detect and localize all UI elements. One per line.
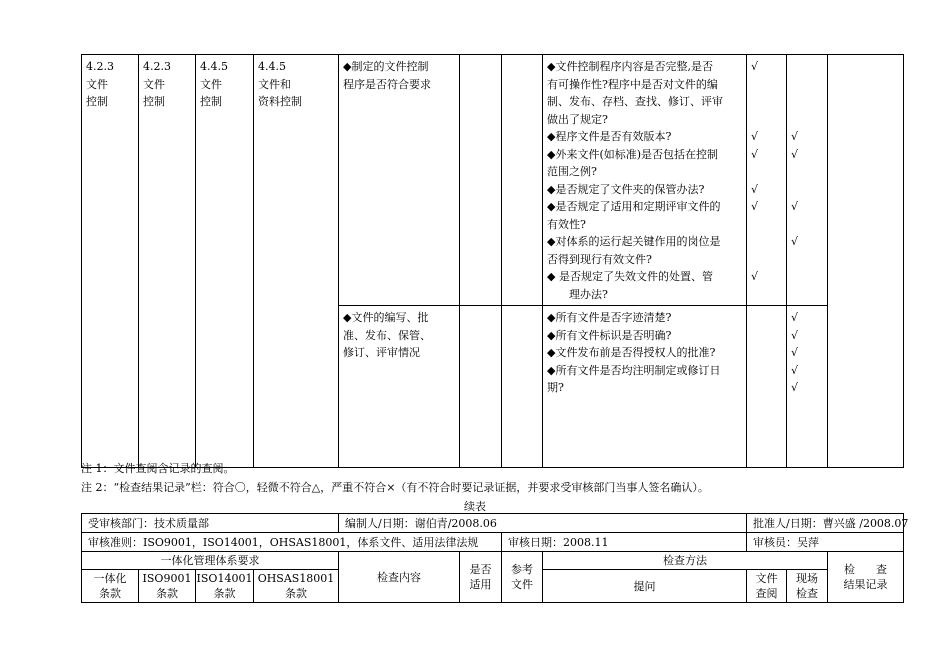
editor-date: 编制人/日期：谢伯青/2008.06	[339, 514, 747, 533]
integrated-clause-cell: 4.2.3 文件 控制	[82, 55, 139, 468]
check-mark: √	[751, 147, 759, 161]
check-mark: √	[751, 182, 759, 196]
check-content-cell: ◆制定的文件控制 程序是否符合要求	[339, 55, 460, 306]
audit-checklist-table	[81, 54, 904, 468]
audit-criteria: 审核准则：ISO9001，ISO14001，OHSAS18001，体系文件、适用法律法规	[82, 533, 502, 552]
note-2: 注 2：“检查结果记录”栏：符合〇，轻微不符合△，严重不符合×（有不符合时要记录证据，并要求受审核部门当事人签名确认）。	[81, 481, 709, 494]
check-mark: √	[751, 200, 759, 213]
check-mark: √	[791, 346, 799, 359]
check-content-cell: ◆文件的编写、批 准、发布、保管、 修订、评审情况	[339, 306, 460, 468]
check-mark: √	[751, 270, 759, 283]
header-iso9001-clause: ISO9001 条款	[139, 570, 196, 603]
document-check-marks	[747, 55, 787, 306]
header-applicable: 是否 适用	[460, 552, 502, 603]
site-check-marks	[787, 306, 828, 468]
auditor: 审核员：吴萍	[747, 533, 904, 552]
result-record-cell[interactable]	[828, 55, 904, 468]
check-mark: √	[791, 381, 799, 394]
header-check-content: 检查内容	[339, 552, 460, 603]
header-iso14001-clause: ISO14001 条款	[196, 570, 254, 603]
check-mark: √	[791, 235, 799, 248]
question-cell: ◆所有文件是否字迹清楚? ◆所有文件标识是否明确? ◆文件发布前是否得授权人的批准? ◆所有文件是否均注明制定或修订日 期?	[543, 306, 747, 468]
reference-doc-cell	[502, 55, 543, 306]
applicable-cell	[460, 306, 502, 468]
question-cell: ◆文件控制程序内容是否完整,是否 有可操作性?程序中是否对文件的编 制、发布、存档、查找、修订、评审 做出了规定? ◆程序文件是否有效版本? ◆外来文件(如标准)是否包括在控制 范围之例? ◆是否规定了文件夹的保管办法? ◆是否规定了适用和定期评审文件的 有效性? ◆对体系的运行起关键作用的岗位是 否得到现行有效文件? ◆ 是否规定了失效文件的处置、管 理办法?	[543, 55, 747, 306]
site-check-marks	[787, 55, 828, 306]
iso14001-clause-cell: 4.4.5 文件 控制	[196, 55, 254, 468]
reference-doc-cell	[502, 306, 543, 468]
header-check-method: 检查方法	[543, 552, 828, 570]
header-integrated-clause: 一体化 条款	[82, 570, 139, 603]
audit-date: 审核日期：2008.11	[502, 533, 747, 552]
continued-label: 续表	[464, 500, 486, 513]
header-site-check: 现场 检查	[787, 570, 828, 603]
check-mark: √	[791, 328, 799, 342]
iso9001-clause-cell: 4.2.3 文件 控制	[139, 55, 196, 468]
header-requirements: 一体化管理体系要求	[82, 552, 339, 570]
approver-date: 批准人/日期：曹兴盛 /2008.07	[747, 514, 904, 533]
ohsas18001-clause-cell: 4.4.5 文件和 资料控制	[254, 55, 339, 468]
header-ohsas18001-clause: OHSAS18001 条款	[254, 570, 339, 603]
document-check-marks	[747, 306, 787, 468]
check-mark: √	[791, 311, 799, 324]
applicable-cell	[460, 55, 502, 306]
header-document-check: 文件 查阅	[747, 570, 787, 603]
header-question: 提问	[543, 570, 747, 603]
check-mark: √	[751, 60, 759, 73]
header-reference: 参考 文件	[502, 552, 543, 603]
check-mark: √	[791, 130, 799, 143]
audit-header-table	[81, 513, 909, 603]
check-mark: √	[791, 200, 799, 213]
audited-department: 受审核部门：技术质量部	[82, 514, 339, 533]
header-result-record: 检 查 结果记录	[828, 552, 904, 603]
check-mark: √	[791, 147, 799, 161]
check-mark: √	[791, 363, 799, 377]
check-mark: √	[751, 130, 759, 143]
note-1: 注 1：文件查阅含记录的查阅。	[81, 462, 235, 475]
